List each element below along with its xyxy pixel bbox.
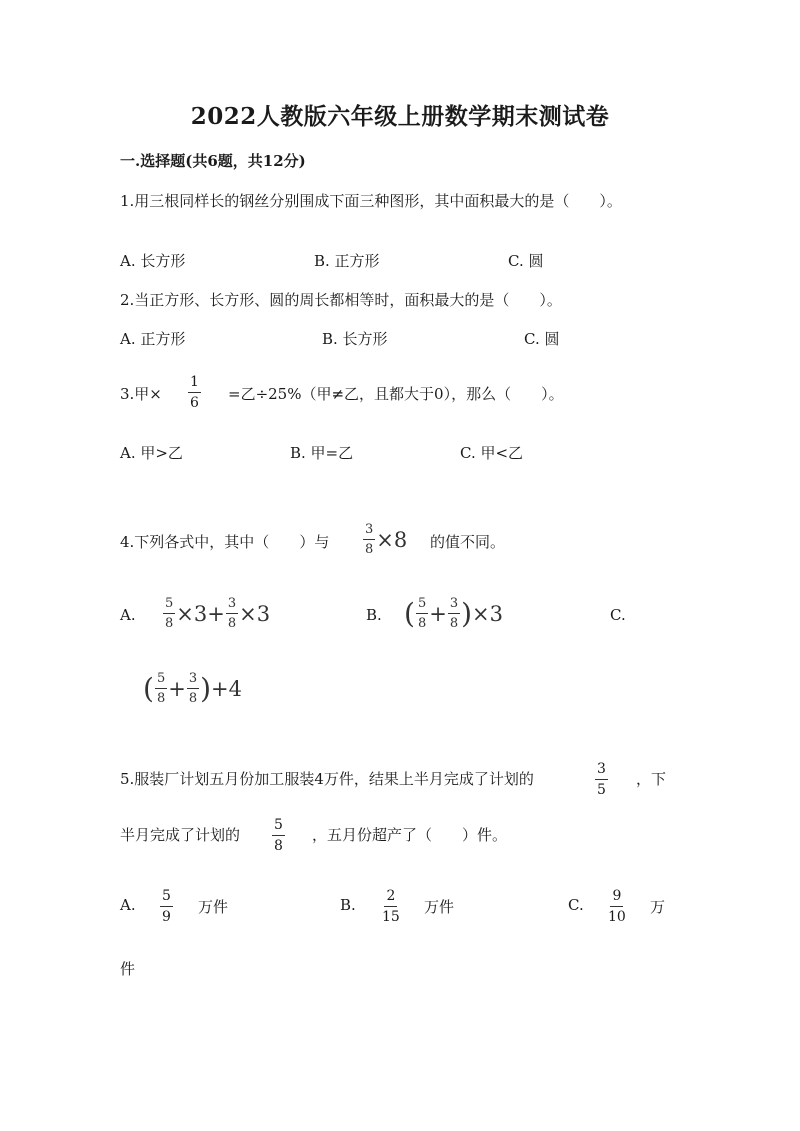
question-5-option-c-fraction (606, 889, 628, 924)
question-3-option-a[interactable]: A. 甲>乙 (120, 444, 183, 462)
expression-tail: ×3 (472, 601, 504, 626)
question-4-option-c-expression (143, 672, 242, 705)
expression-tail: ×8 (376, 527, 408, 552)
question-5-option-b-label[interactable]: B. (340, 896, 356, 914)
question-4-option-c-label[interactable]: C. (610, 606, 626, 624)
fraction-denominator: 8 (274, 838, 283, 854)
question-1-text: 1.用三根同样长的钢丝分别围成下面三种图形，其中面积最大的是（ ）。 (120, 192, 622, 210)
question-5-option-b-unit: 万件 (424, 898, 455, 916)
fraction-denominator: 15 (382, 909, 400, 925)
expression-tail: +4 (211, 676, 243, 701)
question-5-option-a-label[interactable]: A. (120, 896, 136, 914)
question-5-option-b-fraction (380, 889, 402, 924)
question-3-prefix: 3.甲× (120, 385, 162, 403)
question-5-option-c-label[interactable]: C. (568, 896, 584, 914)
question-3-option-b[interactable]: B. 甲=乙 (290, 444, 354, 462)
open-paren: ( (143, 671, 154, 705)
fraction-denominator: 8 (449, 616, 459, 631)
close-paren: ) (200, 671, 212, 705)
question-4-option-b-expression (404, 597, 503, 630)
question-1-option-a[interactable]: A. 长方形 (120, 252, 186, 270)
question-5-line-1: 5.服装厂计划五月份加工服装4万件，结果上半月完成了计划的 (120, 770, 534, 788)
fraction-numerator: 3 (595, 762, 608, 780)
question-5-option-c-wrap: 件 (120, 960, 136, 978)
fraction-numerator: 2 (384, 889, 397, 907)
question-5-line-2: 半月完成了计划的 (120, 826, 241, 844)
fraction-denominator: 8 (227, 616, 237, 631)
fraction-denominator: 9 (162, 909, 171, 925)
operator: ×3 (239, 601, 271, 626)
question-5-option-c-unit: 万 (650, 898, 666, 916)
fraction-numerator: 3 (226, 597, 238, 614)
question-5-option-a-fraction (160, 889, 173, 924)
close-paren: ) (461, 596, 473, 630)
fraction-denominator: 8 (417, 616, 427, 631)
fraction-denominator: 8 (188, 691, 198, 706)
question-4-option-a-expression (162, 597, 270, 630)
fraction-denominator: 10 (608, 909, 626, 925)
question-5-line-1-end: ，下 (636, 770, 667, 788)
fraction-numerator: 3 (363, 523, 375, 540)
fraction-denominator: 8 (365, 542, 374, 557)
question-3-fraction (188, 375, 201, 410)
question-5-line-2-end: ，五月份超产了（ ）件。 (312, 826, 508, 844)
question-4-expression (362, 523, 407, 556)
fraction-numerator: 1 (188, 375, 201, 393)
question-3-option-c[interactable]: C. 甲<乙 (460, 444, 524, 462)
question-2-option-c[interactable]: C. 圆 (524, 330, 560, 348)
fraction-denominator: 6 (190, 395, 199, 411)
fraction-denominator: 5 (597, 782, 606, 798)
question-1-option-b[interactable]: B. 正方形 (314, 252, 380, 270)
question-4-prefix: 4.下列各式中，其中（ ）与 (120, 533, 330, 551)
question-2-option-b[interactable]: B. 长方形 (322, 330, 388, 348)
fraction-numerator: 5 (163, 597, 175, 614)
open-paren: ( (404, 596, 415, 630)
fraction-numerator: 5 (160, 889, 173, 907)
fraction-numerator: 5 (272, 818, 285, 836)
question-4-suffix: 的值不同。 (430, 533, 506, 551)
fraction-numerator: 3 (448, 597, 460, 614)
question-2-text: 2.当正方形、长方形、圆的周长都相等时，面积最大的是（ ）。 (120, 291, 562, 309)
operator: + (168, 676, 186, 701)
fraction-numerator: 3 (187, 672, 199, 689)
fraction-denominator: 8 (165, 616, 174, 631)
fraction-numerator: 5 (155, 672, 167, 689)
fraction-numerator: 5 (416, 597, 428, 614)
question-5-fraction-1 (595, 762, 608, 797)
fraction-denominator: 8 (156, 691, 166, 706)
section-heading: 一.选择题(共6题，共12分) (120, 152, 306, 170)
question-5-fraction-2 (272, 818, 285, 853)
page-title: 2022人教版六年级上册数学期末测试卷 (190, 103, 610, 130)
operator: + (429, 601, 447, 626)
operator: ×3+ (176, 601, 225, 626)
question-1-option-c[interactable]: C. 圆 (508, 252, 544, 270)
question-2-option-a[interactable]: A. 正方形 (120, 330, 186, 348)
question-3-suffix: =乙÷25%（甲≠乙，且都大于0），那么（ ）。 (228, 385, 564, 403)
fraction-numerator: 9 (610, 889, 623, 907)
question-4-option-a-label[interactable]: A. (120, 606, 136, 624)
question-4-option-b-label[interactable]: B. (366, 606, 382, 624)
question-5-option-a-unit: 万件 (198, 898, 229, 916)
